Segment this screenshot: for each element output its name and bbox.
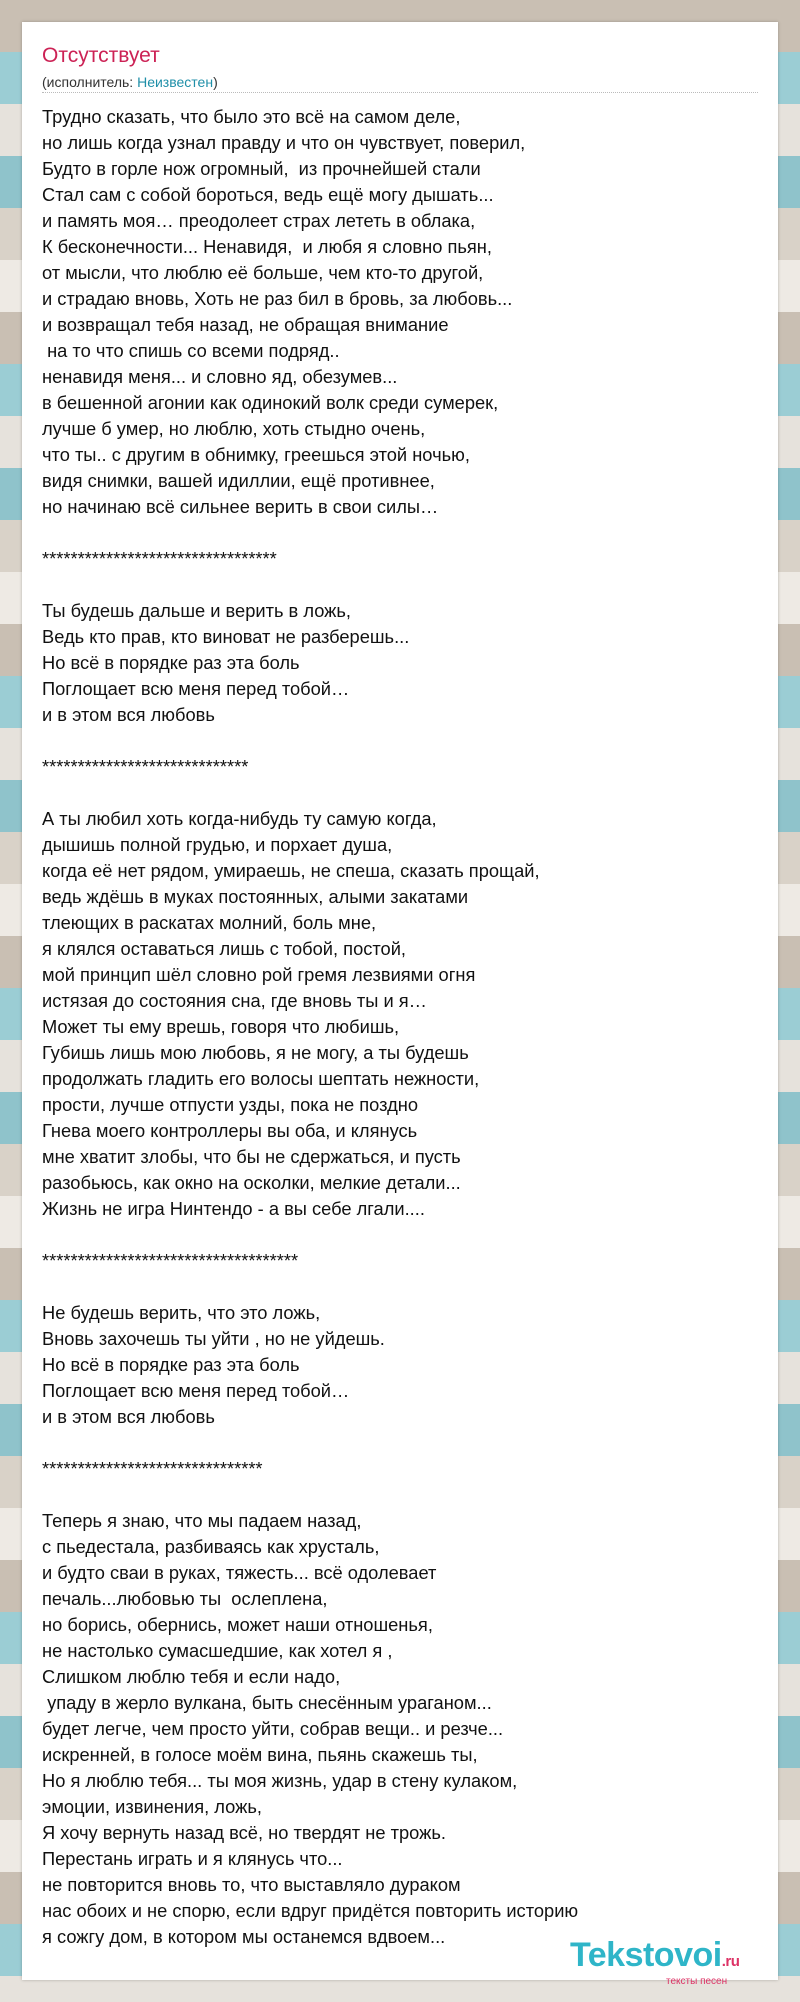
site-logo[interactable]: [570, 1936, 770, 1988]
artist-suffix: ): [213, 74, 218, 90]
artist-link[interactable]: Неизвестен: [137, 74, 214, 90]
logo-tld: .ru: [721, 1953, 740, 1970]
artist-prefix: (исполнитель:: [42, 74, 138, 90]
lyrics-text: Трудно сказать, что было это всё на самом деле, но лишь когда узнал правду и что он чувствует, поверил, Будто в горле нож огромный, из прочнейшей стали Стал сам с собой бороться, ведь ещё могу дышать... и память моя… преодолеет страх лететь в облака, К бесконечности... Ненавидя, и любя я словно пьян, от мысли, что люблю её больше, чем кто-то другой, и страдаю вновь, Хоть не раз бил в бровь, за любовь... и возвращал тебя назад, не обращая внимание на то что спишь со всеми подряд.. ненавидя меня... и словно яд, обезумев... в бешенной агонии как одинокий волк среди сумерек, лучше б умер, но люблю, хоть стыдно очень, что ты.. с другим в обнимку, греешься этой ночью, видя снимки, вашей идиллии, ещё противнее, но начинаю всё сильнее верить в свои силы… ********************************* Ты будешь дальше и верить в ложь, Ведь кто прав, кто виноват не разберешь... Но всё в порядке раз эта боль Поглощает всю меня перед тобой… и в этом вся любовь ***************************** А ты любил хоть когда-нибудь ту самую когда, дышишь полной грудью, и порхает душа, когда её нет рядом, умираешь, не спеша, сказать прощай, ведь ждёшь в муках постоянных, алыми закатами тлеющих в раскатах молний, боль мне, я клялся оставаться лишь с тобой, постой, мой принцип шёл словно рой гремя лезвиями огня истязая до состояния сна, где вновь ты и я… Может ты ему врешь, говоря что любишь, Губишь лишь мою любовь, я не могу, а ты будешь продолжать гладить его волосы шептать нежности, прости, лучше отпусти узды, пока не поздно Гнева моего контроллеры вы оба, и клянусь мне хватит злобы, что бы не сдержаться, и пусть разобьюсь, как окно на осколки, мелкие детали... Жизнь не игра Нинтендо - а вы себе лгали.... ************************************ Не будешь верить, что это ложь, Вновь захочешь ты уйти , но не уйдешь. Но всё в порядке раз эта боль Поглощает всю меня перед тобой… и в этом вся любовь ******************************* Теперь я знаю, что мы падаем назад, с пьедестала, разбиваясь как хрусталь, и будто сваи в руках, тяжесть... всё одолевает печаль...любовью ты ослеплена, но борись, обернись, может наши отношенья, не настолько сумасшедшие, как хотел я , Слишком люблю тебя и если надо, упаду в жерло вулкана, быть снесённым ураганом... будет легче, чем просто уйти, собрав вещи.. и резче... искренней, в голосе моём вина, пьянь скажешь ты, Но я люблю тебя... ты моя жизнь, удар в стену кулаком, эмоции, извинения, ложь, Я хочу вернуть назад всё, но твердят не трожь. Перестань играть и я клянусь что... не повторится вновь то, что выставляло дураком нас обоих и не спорю, если вдруг придётся повторить историю я сожгу дом, в котором мы останемся вдвоем...: [42, 106, 579, 1947]
song-title: Отсутствует: [42, 44, 160, 67]
title-divider: [42, 92, 758, 93]
logo-tagline: тексты песен: [666, 1976, 728, 1987]
lyrics-card: [22, 22, 778, 1987]
logo-wordmark: [570, 1936, 739, 1975]
logo-name: Tekstovoi: [570, 1936, 722, 1974]
artist-line: [42, 74, 218, 90]
